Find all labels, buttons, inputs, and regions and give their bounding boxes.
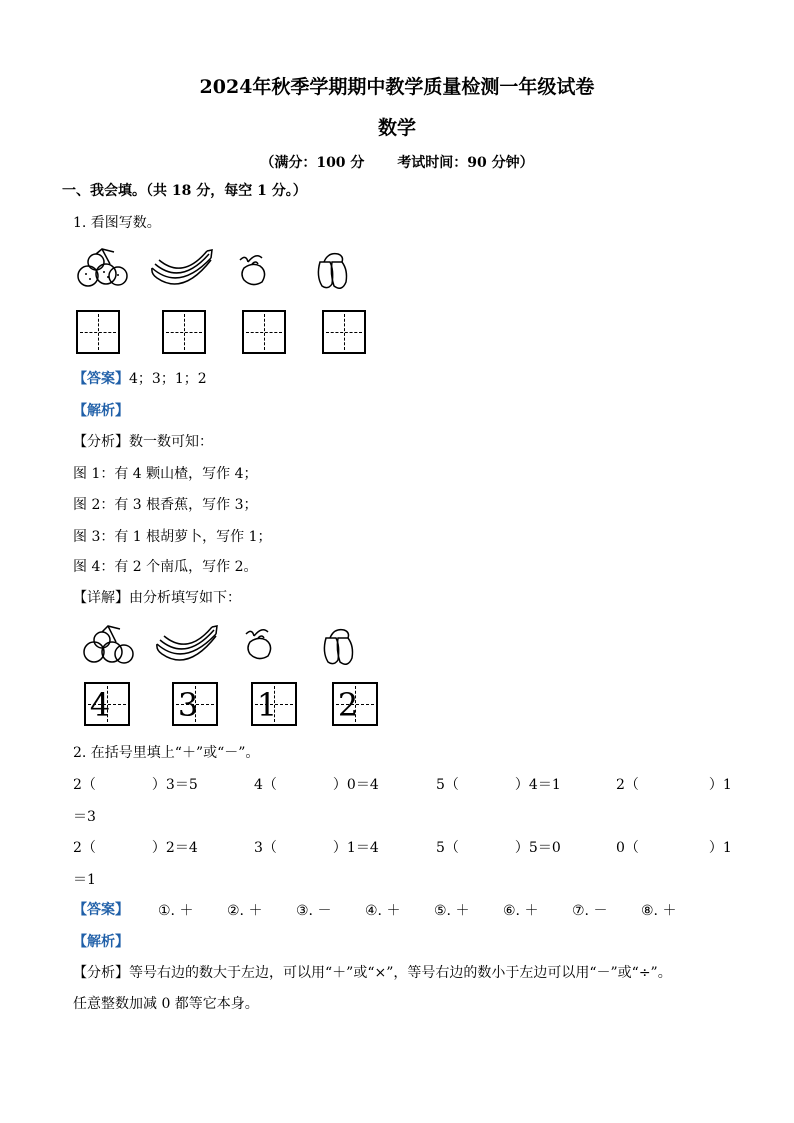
write-box-2[interactable] <box>162 310 206 354</box>
q1-answer <box>73 369 207 389</box>
answer-item: ⑦. － <box>572 903 608 919</box>
fenxi-tag: 【分析】 <box>73 434 129 450</box>
equation[interactable]: 5（ ）5＝0 <box>436 840 561 856</box>
filled-digit: 4 <box>89 686 111 724</box>
q1-analysis-tag: 【解析】 <box>73 403 129 419</box>
pumpkin-icon <box>312 248 352 292</box>
full-score: （满分：100 分 <box>260 155 365 171</box>
equation[interactable]: 2（ ）1 <box>616 777 732 793</box>
q1-detail <box>73 588 241 608</box>
filled-digit: 2 <box>337 686 359 724</box>
filled-digit: 3 <box>177 686 199 724</box>
subject-title: 数学 <box>377 117 416 139</box>
carrot-icon <box>240 624 282 662</box>
answer-item: ③. － <box>296 903 332 919</box>
write-box-4[interactable] <box>322 310 366 354</box>
section-heading: 一、我会填。（共 18 分，每空 1 分。） <box>62 183 307 199</box>
fenxi-line-3: 图 3：有 1 根胡萝卜，写作 1； <box>73 529 272 545</box>
fenxi-tag: 【分析】 <box>73 965 129 981</box>
filled-box-4 <box>332 682 378 726</box>
hawthorn-icon <box>74 248 132 292</box>
pumpkin-icon <box>318 624 358 668</box>
fenxi-text: 等号右边的数大于左边，可以用“＋”或“×”，等号右边的数小于左边可以用“－”或“÷”。 <box>129 965 672 981</box>
fenxi-line-2: 图 2：有 3 根香蕉，写作 3； <box>73 497 258 513</box>
exam-title: 2024年秋季学期期中教学质量检测一年级试卷 <box>199 76 595 98</box>
exam-meta <box>0 152 794 172</box>
answer-tag: 【答案】 <box>73 371 129 387</box>
banana-icon <box>154 624 220 668</box>
filled-box-2 <box>172 682 218 726</box>
equation-wrap: ＝3 <box>73 809 96 825</box>
exam-time: 考试时间：90 分钟） <box>397 155 534 171</box>
equation[interactable]: 4（ ）0＝4 <box>254 777 379 793</box>
q2-answer-tag: 【答案】 <box>73 902 129 918</box>
answer-item: ④. ＋ <box>365 903 401 919</box>
q1-fenxi <box>73 432 213 452</box>
equation[interactable]: 3（ ）1＝4 <box>254 840 379 856</box>
answer-text: 4；3；1；2 <box>129 371 207 387</box>
q2-fenxi <box>73 963 672 983</box>
answer-item: ②. ＋ <box>227 903 263 919</box>
q2-prompt: 2. 在括号里填上“＋”或“－”。 <box>73 745 260 761</box>
write-box-3[interactable] <box>242 310 286 354</box>
detail-tag: 【详解】 <box>73 590 129 606</box>
answer-item: ①. ＋ <box>158 903 194 919</box>
q2-fenxi-2: 任意整数加减 0 都等它本身。 <box>73 996 259 1012</box>
equation[interactable]: 5（ ）4＝1 <box>436 777 561 793</box>
answer-item: ⑤. ＋ <box>434 903 470 919</box>
banana-icon <box>149 248 215 292</box>
write-box-1[interactable] <box>76 310 120 354</box>
filled-box-3 <box>251 682 297 726</box>
q2-analysis-tag: 【解析】 <box>73 934 129 950</box>
answer-item: ⑥. ＋ <box>503 903 539 919</box>
fenxi-line-4: 图 4：有 2 个南瓜，写作 2。 <box>73 559 258 575</box>
equation[interactable]: 0（ ）1 <box>616 840 732 856</box>
equation[interactable]: 2（ ）2＝4 <box>73 840 198 856</box>
filled-box-1 <box>84 682 130 726</box>
carrot-icon <box>234 250 276 288</box>
fenxi-text: 数一数可知： <box>129 434 213 450</box>
fenxi-line-1: 图 1：有 4 颗山楂，写作 4； <box>73 466 258 482</box>
filled-digit: 1 <box>256 686 278 724</box>
answer-item: ⑧. ＋ <box>641 903 677 919</box>
hawthorn-icon <box>80 624 138 668</box>
equation-wrap: ＝1 <box>73 872 96 888</box>
detail-text: 由分析填写如下： <box>129 590 241 606</box>
equation[interactable]: 2（ ）3＝5 <box>73 777 198 793</box>
q1-prompt: 1. 看图写数。 <box>73 215 161 231</box>
